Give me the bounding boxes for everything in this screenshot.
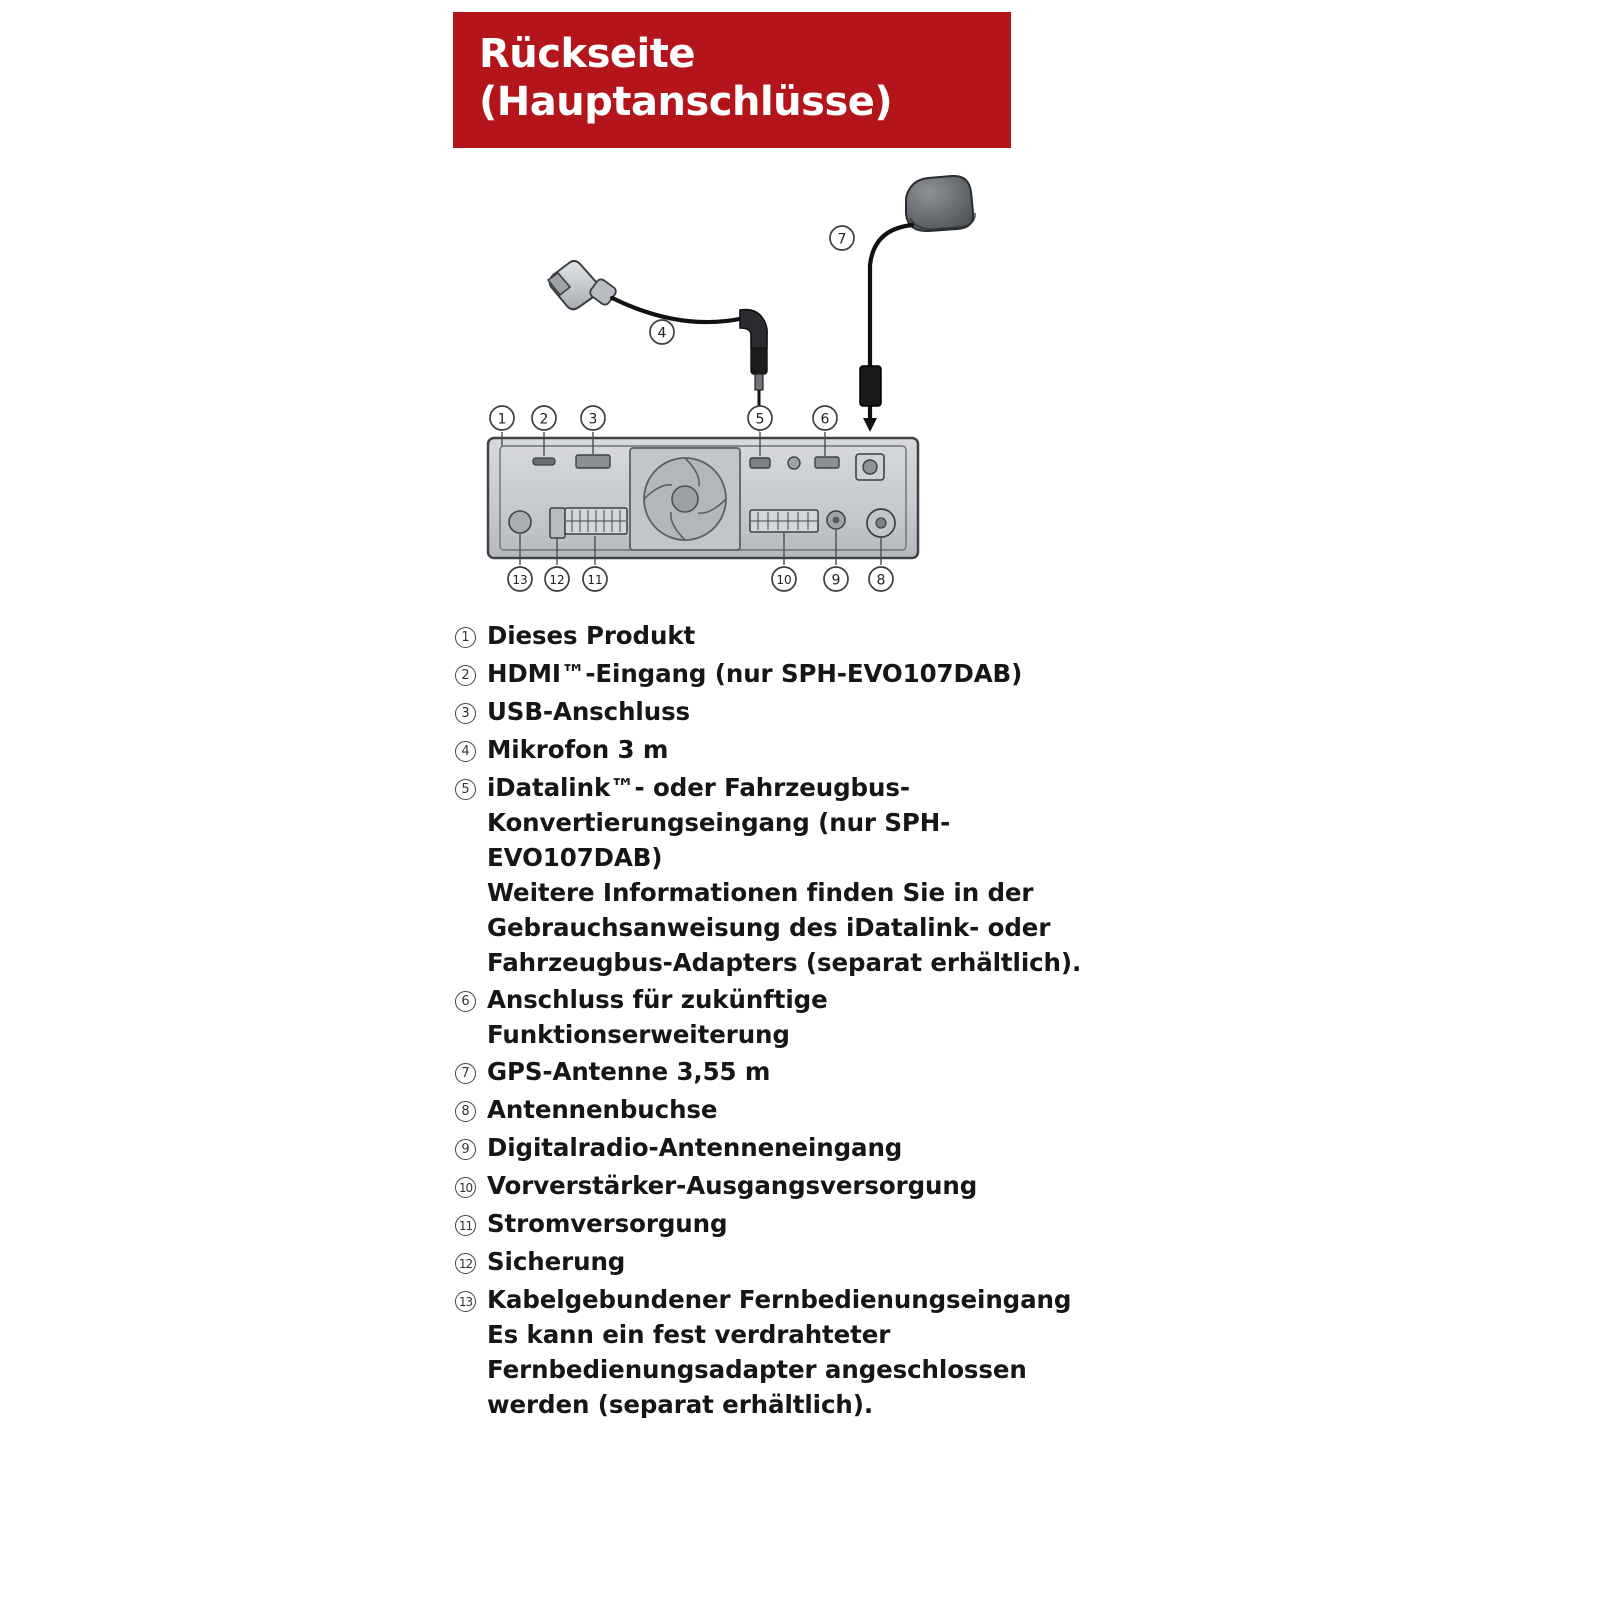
legend-list <box>455 618 1095 1424</box>
callout-11 <box>583 567 607 591</box>
legend-label: Antennenbuchse <box>487 1095 718 1124</box>
list-item <box>455 1092 1095 1128</box>
hdmi-port <box>533 458 555 465</box>
gps-cable-ferrite <box>860 366 881 406</box>
legend-number: 1 <box>455 618 487 654</box>
legend-label: Sicherung <box>487 1247 626 1276</box>
legend-number: 9 <box>455 1130 487 1166</box>
idatalink-port <box>750 458 770 468</box>
legend-number: 7 <box>455 1054 487 1090</box>
svg-text:1: 1 <box>497 411 507 428</box>
legend-label-main: iDatalink™- oder Fahrzeugbus-Konvertierungseingang (nur SPH-EVO107DAB) <box>487 773 951 872</box>
legend-number: 4 <box>455 732 487 768</box>
svg-text:2: 2 <box>539 411 549 428</box>
expansion-port <box>815 457 839 468</box>
legend-label: HDMI™-Eingang (nur SPH-EVO107DAB) <box>487 659 1023 688</box>
legend-label: Mikrofon 3 m <box>487 735 669 764</box>
svg-text:6: 6 <box>820 411 830 428</box>
svg-text:4: 4 <box>657 325 667 342</box>
callout-12 <box>545 567 569 591</box>
svg-text:8: 8 <box>876 572 886 589</box>
microphone-graphic <box>548 261 618 309</box>
fuse <box>550 508 565 538</box>
legend-number: 5 <box>455 770 487 806</box>
callout-7 <box>830 226 854 250</box>
legend-label-note: Weitere Informationen finden Sie in der Gebrauchsanweisung des iDatalink- oder Fahrzeugbus-Adapters (separat erhältlich). <box>487 878 1082 977</box>
rear-panel-diagram <box>440 170 1060 620</box>
legend-label: Dieses Produkt <box>487 621 696 650</box>
callout-1 <box>490 406 514 430</box>
callout-2 <box>532 406 556 430</box>
callout-5 <box>748 406 772 430</box>
legend-label: Stromversorgung <box>487 1209 728 1238</box>
svg-text:9: 9 <box>831 572 841 589</box>
legend-number: 10 <box>455 1168 487 1204</box>
list-item <box>455 1130 1095 1166</box>
list-item <box>455 656 1095 692</box>
svg-text:5: 5 <box>755 411 765 428</box>
svg-text:12: 12 <box>549 573 565 587</box>
gps-cable-arrow <box>863 418 877 432</box>
svg-text:10: 10 <box>776 573 792 587</box>
legend-label: GPS-Antenne 3,55 m <box>487 1057 771 1086</box>
gps-antenna-graphic <box>906 176 975 231</box>
microphone-cable <box>612 298 744 322</box>
mic-input-jack <box>788 457 800 469</box>
legend-label: Anschluss für zukünftige Funktionserweiterung <box>487 985 828 1049</box>
legend-number: 3 <box>455 694 487 730</box>
callout-4 <box>650 320 674 344</box>
legend-label <box>487 1282 1095 1422</box>
legend-label: USB-Anschluss <box>487 697 691 726</box>
legend-number: 12 <box>455 1244 487 1280</box>
svg-text:7: 7 <box>837 231 847 248</box>
legend-label-note: Es kann ein fest verdrahteter Fernbedienungsadapter angeschlossen werden (separat erhältlich). <box>487 1320 1027 1419</box>
page-title-banner <box>453 12 1011 148</box>
legend-label <box>487 770 1095 980</box>
list-item <box>455 1244 1095 1280</box>
legend-number: 6 <box>455 982 487 1018</box>
svg-text:3: 3 <box>588 411 598 428</box>
callout-6 <box>813 406 837 430</box>
legend-label: Vorverstärker-Ausgangsversorgung <box>487 1171 978 1200</box>
svg-text:11: 11 <box>587 573 603 587</box>
list-item <box>455 982 1095 1052</box>
list-item <box>455 694 1095 730</box>
list-item <box>455 1054 1095 1090</box>
legend-number: 8 <box>455 1092 487 1128</box>
list-item <box>455 618 1095 654</box>
callout-10 <box>772 567 796 591</box>
list-item <box>455 732 1095 768</box>
legend-number: 2 <box>455 656 487 692</box>
legend-label-main: Kabelgebundener Fernbedienungseingang <box>487 1285 1072 1314</box>
legend-number: 11 <box>455 1206 487 1242</box>
callout-9 <box>824 567 848 591</box>
legend-number: 13 <box>455 1282 487 1318</box>
page-title-line-2: (Hauptanschlüsse) <box>479 79 893 125</box>
svg-text:13: 13 <box>512 573 528 587</box>
callout-8 <box>869 567 893 591</box>
wired-remote-input <box>509 511 531 533</box>
legend-label: Digitalradio-Antenneneingang <box>487 1133 903 1162</box>
callout-13 <box>508 567 532 591</box>
list-item <box>455 1206 1095 1242</box>
page-title-line-1: Rückseite <box>479 31 695 77</box>
head-unit-chassis <box>488 438 918 558</box>
usb-port <box>576 455 610 468</box>
microphone-jack-plug <box>740 310 767 390</box>
callout-3 <box>581 406 605 430</box>
list-item <box>455 1282 1095 1422</box>
list-item <box>455 1168 1095 1204</box>
list-item <box>455 770 1095 980</box>
